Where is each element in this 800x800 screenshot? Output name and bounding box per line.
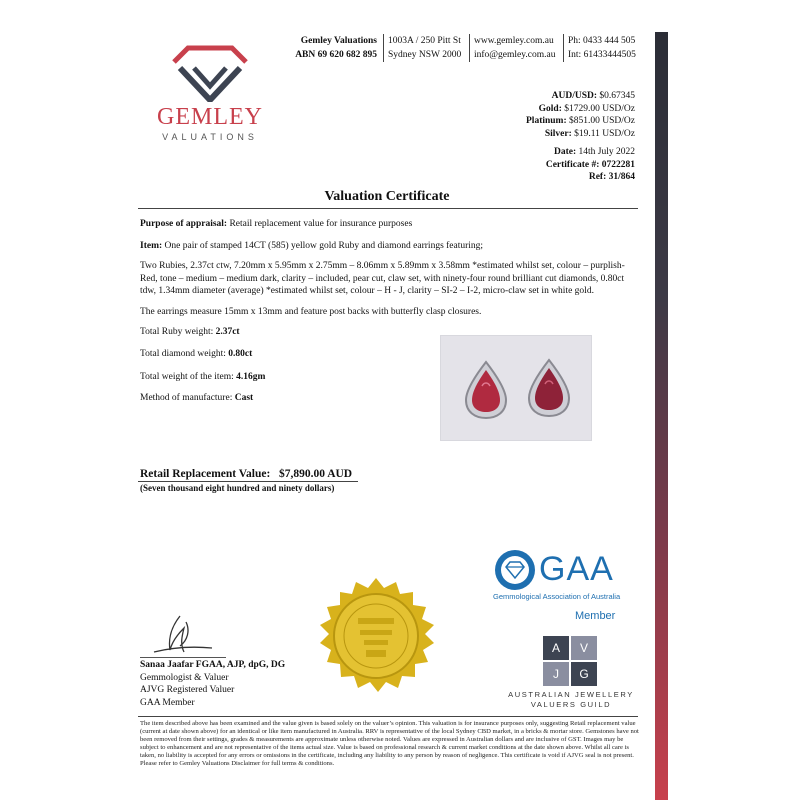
diamond-logo-icon <box>170 44 250 102</box>
ajvg-letter: G <box>571 662 597 686</box>
detail-total-weight: Total weight of the item: 4.16gm <box>140 372 266 382</box>
gaa-logo <box>493 548 633 622</box>
signature-icon <box>150 612 220 660</box>
signatory-role: Gemmologist & Valuer <box>140 672 229 683</box>
metal-rates <box>526 90 635 140</box>
detail-manufacture: Method of manufacture: Cast <box>140 393 254 403</box>
company-name: Gemley Valuations <box>300 36 377 46</box>
email-link[interactable]: info@gemley.com.au <box>474 50 556 60</box>
ajvg-logo <box>543 636 599 688</box>
signatory-role: AJVG Registered Valuer <box>140 685 235 695</box>
signatory-block <box>140 659 285 709</box>
signatory-name: Sanaa Jaafar FGAA, AJP, dpG, DG <box>140 660 286 670</box>
gaa-emblem-icon <box>493 548 537 592</box>
item-line: Item: One pair of stamped 14CT (585) yellow gold Ruby and diamond earrings featuring; <box>140 241 484 251</box>
phone-number: Ph: 0433 444 505 <box>568 36 636 46</box>
ajvg-letter: V <box>571 636 597 660</box>
address-block <box>388 34 461 62</box>
page-title: Valuation Certificate <box>324 189 450 204</box>
detail-ruby-weight: Total Ruby weight: 2.37ct <box>140 327 240 337</box>
divider <box>469 34 470 62</box>
ajvg-caption: AUSTRALIAN JEWELLERY VALUERS GUILD <box>508 690 634 709</box>
cert-ref: Ref: 31/864 <box>588 172 635 182</box>
signatory-role: GAA Member <box>140 697 195 708</box>
side-accent-bar <box>655 32 668 800</box>
rate-platinum: Platinum: $851.00 USD/Oz <box>526 116 635 126</box>
gemley-logo <box>150 44 270 142</box>
phone-block <box>568 34 636 62</box>
divider <box>383 34 384 62</box>
website-link[interactable]: www.gemley.com.au <box>474 36 554 46</box>
ajvg-seal-icon <box>314 576 438 700</box>
logo-subtitle: VALUATIONS <box>162 132 258 142</box>
footer-rule <box>138 716 638 717</box>
address-line1: 1003A / 250 Pitt St <box>388 36 461 46</box>
cert-date: Date: 14th July 2022 <box>553 147 635 157</box>
rate-gold: Gold: $1729.00 USD/Oz <box>538 103 635 114</box>
gaa-subtitle: Gemmological Association of Australia <box>493 592 621 601</box>
rate-silver: Silver: $19.11 USD/Oz <box>544 128 635 139</box>
signature-line <box>140 657 226 658</box>
title-rule <box>138 208 638 209</box>
disclaimer-text: The item described above has been examined and the value given is based solely on the valuer’s opinion. This valuation is for insurance purposes only, suggesting Retail replacement value (current at date shown above) for an identical or like item manufactured in Australia. RRV is representative of the local Sydney CBD market, in a bricks & mortar store. Gemstones have not been removed from their settings, grades & measurements are approximate unless otherwise noted. Values are expressed in Australian dollars and are inclusive of GST. Images may be subject to enhancement and are not representative of the items actual size. Value is based on professional research & current market conditions at the date shown above. Whilst all care is taken, no liability is accepted for any errors or omissions in the certificate, including any liability to any person by reason of negligence. This certificate is void if AJVG seal is not present. Please refer to Gemley Valuations Disclaimer for full terms & conditions. <box>140 720 639 768</box>
ajvg-letter: A <box>543 636 569 660</box>
web-block <box>474 34 555 62</box>
certificate-meta <box>546 146 635 184</box>
company-abn: ABN 69 620 682 895 <box>295 50 377 60</box>
retail-value: Retail Replacement Value: $7,890.00 AUD <box>140 468 353 480</box>
retail-value-words: (Seven thousand eight hundred and ninety dollars) <box>140 483 335 493</box>
cert-number: Certificate #: 0722281 <box>545 159 635 170</box>
retail-rule <box>138 481 358 482</box>
measure-line: The earrings measure 15mm x 13mm and feature post backs with butterfly clasp closures. <box>140 307 482 317</box>
purpose-line: Purpose of appraisal: Retail replacement value for insurance purposes <box>140 219 413 229</box>
earrings-image-icon <box>441 336 591 440</box>
ajvg-letter: J <box>543 662 569 686</box>
earrings-photo <box>440 335 592 441</box>
logo-wordmark: GEMLEY <box>157 104 263 130</box>
divider <box>563 34 564 62</box>
gaa-member-label: Member <box>575 610 616 622</box>
gaa-wordmark: GAA <box>539 550 614 588</box>
rate-aud-usd: AUD/USD: $0.67345 <box>551 91 635 101</box>
item-description: Two Rubies, 2.37ct ctw, 7.20mm x 5.95mm x 2.75mm – 8.06mm x 5.89mm x 3.58mm *estimated whilst set, colour – purplish-Red, tone – medium – medium dark, clarity – included, pear cut, claw set, with ninety-four round brilliant cut diamonds, 0.80ct tdw, 1.34mm diameter (average) *estimated whilst set, colour – H - J, clarity – SI-2 – I-2, micro-claw set in white gold. <box>140 261 625 296</box>
detail-diamond-weight: Total diamond weight: 0.80ct <box>140 349 253 359</box>
intl-phone-number: Int: 61433444505 <box>568 50 636 60</box>
company-block <box>293 34 377 62</box>
address-line2: Sydney NSW 2000 <box>388 50 462 60</box>
